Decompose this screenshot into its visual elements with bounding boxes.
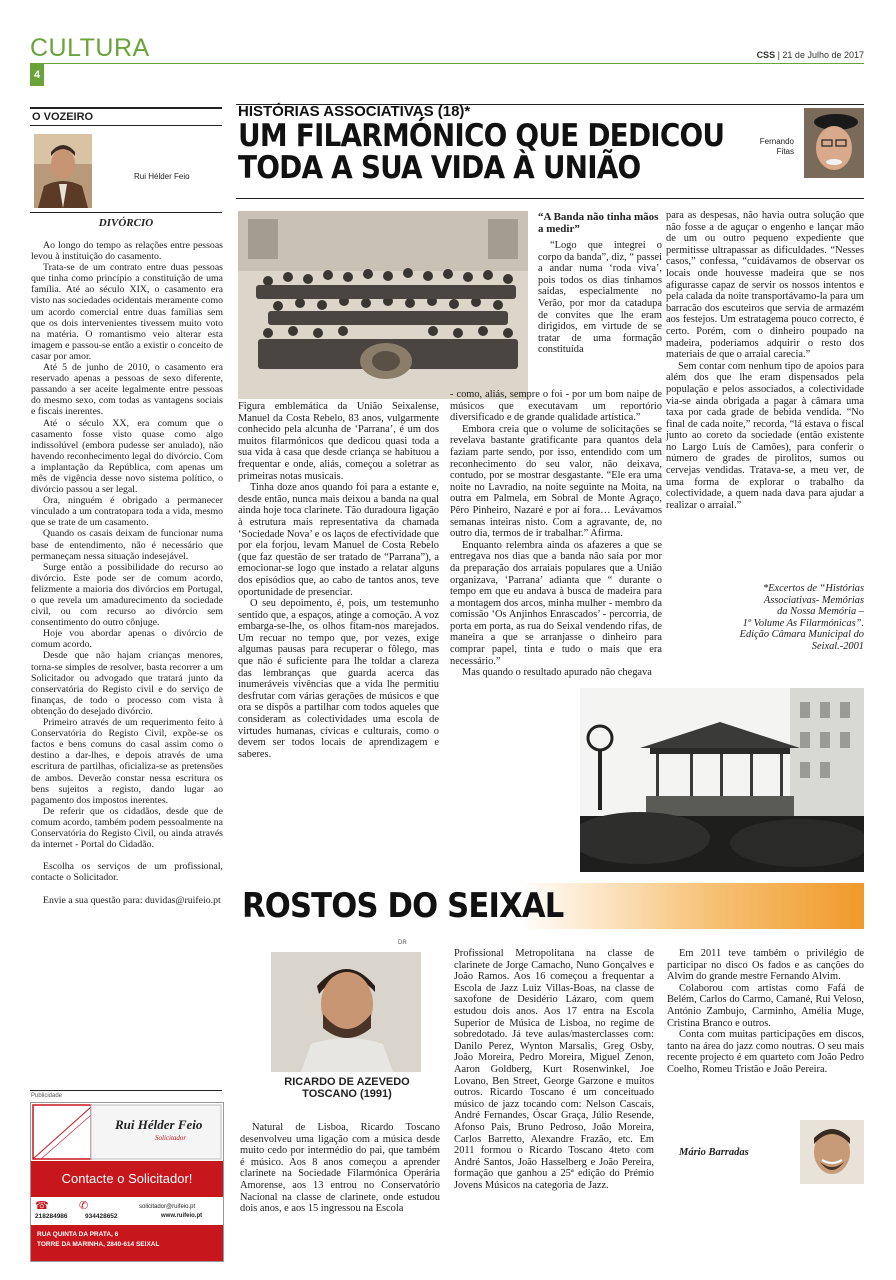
author-photo xyxy=(34,134,92,208)
band-photo xyxy=(238,211,528,399)
article-footnote xyxy=(686,583,864,653)
ad-address1: RUA QUINTA DA PRATA, 6 xyxy=(37,1231,119,1238)
bandstand-photo xyxy=(580,688,864,872)
vozeiro-author: Rui Hélder Feio xyxy=(134,172,190,181)
section-title: CULTURA xyxy=(30,34,150,62)
paragraph: Profissional Metropolitana na classe de clarinete de Jorge Camacho, Nuno Gonçalves e João Ramos. Aos 16 começou a frequentar a Escola de Jazz Luiz Villas-Boas, na classe de saxofone de Desidério Lázaro, com quem estudou dois anos. Aos 17 entra na Escola Superior de Música de Lisboa, no regime de sobredotado. Já teve aulas/masterclasses com: Danilo Perez, Wynton Marsalis, Greg Osby, João Moreira, Pedro Moreira, Miguel Zenon, Aaron Goldberg, Kurt Rosenwinkel, Joe Lovano, Ben Street, George Garzone e muitos outros. Ricardo Toscano é um conceituado músico de jazz tocando com: Nelson Cascais, André Fernandes, Óscar Graça, Júlio Resende, Afonso Pais, Bruno Pedroso, João Moreira, Carlos Barretto, Alexandre Frazão, etc. Em 2011 formou o Ricardo Toscano 4teto com André Santos, João Hasselberg e João Pereira, formação que ganhou a 25ª edição do Prémio Jovens Músicos na categoria de Jazz. xyxy=(454,948,654,1191)
paragraph: Até o século XX, era comum que o casamento fosse visto quase como algo indissolúvel (embora pudesse ser anulado), não havendo reconhecimento legal do divórcio. Com a implantação da República, com apenas um mês de vigência desse novo sistema político, o divórcio passou a ser legal. xyxy=(31,417,223,496)
vozeiro-column-title: O VOZEIRO xyxy=(32,111,94,123)
ad-rule xyxy=(30,1090,222,1091)
columnist-photo xyxy=(804,108,864,178)
paragraph: para as despesas, não havia outra solução que não fosse a de aguçar o engenho e lançar mão de um ou outro pequeno expediente que permitisse ultrapassar as dificuldades. “Nesses casos,” confessa, “cuidávamos de observar os locais onde houvesse madeira que se nos afigurasse capaz de servir os nossos intentos e pela calada da noite transportávamo-la para um barracão dos escuteiros que servia de armazém aos festejos. Um estratagema pouco correcto, é certo. Porém, com o dinheiro poupado na madeira, poderíamos adquirir o resto dos materiais de que o arraial carecia.” xyxy=(666,210,864,361)
ad-phone1: 218284986 xyxy=(35,1213,68,1220)
rostos-author-portrait-icon xyxy=(800,1120,864,1184)
paragraph: Envie a sua questão para: duvidas@ruifeio.pt xyxy=(43,894,221,906)
ad-address2: TORRE DA MARINHA, 2840-614 SEIXAL xyxy=(37,1241,160,1248)
article-headline xyxy=(238,120,724,184)
rostos-column-2 xyxy=(454,948,654,1191)
ad-box[interactable] xyxy=(30,1102,224,1262)
article-kicker: HISTÓRIAS ASSOCIATIVAS (18)* xyxy=(238,103,471,120)
rostos-author-photo xyxy=(800,1120,864,1184)
ad-phone2: 934428652 xyxy=(85,1213,118,1220)
article-author xyxy=(754,137,794,157)
paragraph: De referir que os cidadãos, desde que de comum acordo, também podem pessoalmente na Conservatória do Registo Civil, ou ainda através da internet - Portal do Cidadão. xyxy=(31,805,223,851)
headline-line-2: TODA A SUA VIDA À UNIÃO xyxy=(238,150,641,186)
columnist-portrait-icon xyxy=(804,108,864,178)
header-rule xyxy=(30,63,864,64)
footnote-line: Edição Câmara Municipal do xyxy=(739,629,864,641)
paragraph: Sem contar com nenhum tipo de apoios para além dos que lhe eram dispensados pela população e pelos associados, a colectividade via-se ainda obrigada a pagar à câmara uma taxa por cada grade de bebida vendida. “No final de cada noite,” recorda, “lá estava o fiscal junto ao coreto da sociedade (então existente no Largo Luís de Camões), para conferir o número de grades de pirolitos, sumos ou cervejas vendidas. Tratava-se, a meu ver, de uma forma de explorar o trabalho da colectividade, a quem nada dava para ajudar a realizar o arraial.” xyxy=(666,360,864,511)
paragraph: Até 5 de junho de 2010, o casamento era reservado apenas a pessoas de sexo diferente, passando a ser aceite legalmente entre pessoas do mesmo sexo, com todas as vantagens sociais e fiscais inerentes. xyxy=(31,362,223,418)
paragraph xyxy=(31,850,223,861)
footnote-line: *Excertos de “Histórias xyxy=(762,583,864,594)
paragraph: Colaborou com artistas como Fafá de Belém, Carlos do Carmo, Camané, Rui Veloso, António Zambujo, Carminho, Amélia Muge, Cristina Branco e outros. xyxy=(667,982,864,1029)
ricardo-caption xyxy=(262,1076,432,1100)
main-article-column-1 xyxy=(238,401,439,760)
paragraph: Enquanto relembra ainda os afazeres a que se entregava nos dias que a banda não saía por mor da preparação dos arraiais populares que a União organizava, ‘Parrana’ adianta que “ durante o tempo em que eu andava à busca de madeira para a montagem dos arcos, minha mulher - membro da comissão ‘Os Anjinhos Enrascados’ - percorria, de porta em porta, as rua do Seixal vendendo rifas, de maneira a que se arranjasse o dinheiro para comprar papel, tinta e tudo o mais que era necessário.” xyxy=(450,539,662,667)
paragraph: Em 2011 teve também o privilégio de participar no disco Os fados e as canções do Alvim do grande mestre Fernando Alvim. xyxy=(667,948,864,983)
paragraph: O seu depoimento, é, pois, um testemunho sentido que, a espaços, atinge a comoção. A voz embarga-se-lhe, os olhos fitam-nos marejados. Um recuar no tempo que, por vezes, exige algumas pausas para recuperar o fôlego, mas que não é suficiente para lhe toldar a clareza das lembranças que guarda acerca das inumeráveis vivências que a vida lhe permitiu desfrutar com várias gerações de músicos e que ora se dispôs a partilhar com todos aqueles que consideram as colectividades uma escola de virtudes humanas, cívicas e culturais, como o devem ser todos locais de aprendizagem e saberes. xyxy=(238,598,439,760)
ricardo-photo xyxy=(271,952,421,1072)
main-article-column-3 xyxy=(666,210,864,511)
ad-role: Solicitador xyxy=(155,1134,187,1142)
caption-line-1: RICARDO DE AZEVEDO xyxy=(284,1076,410,1088)
bandstand-photo-image xyxy=(580,688,864,872)
author-portrait-icon xyxy=(34,134,92,208)
author-first-name: Fernando xyxy=(759,137,794,146)
photo-credit: DR xyxy=(398,940,407,946)
headline-line-1: UM FILARMÓNICO QUE DEDICOU xyxy=(238,118,725,154)
paragraph: Natural de Lisboa, Ricardo Toscano desenvolveu uma ligação com a música desde muito cedo por intermédio do pai, que também é músico. Aos 8 anos começou a aprender clarinete na Sociedade Filarmónica Operária Amorense, aos 13 entrou no Conservatório Nacional na classe de clarinete, onde estudou dois anos, e aos 15 ingressou na Escola xyxy=(240,1122,440,1215)
paragraph: Conta com muitas participações em discos, tanto na área do jazz como noutras. O seu mais recente projecto é em quarteto com João Pedro Coelho, Romeu Tristão e João Pereira. xyxy=(667,1029,864,1075)
paragraph: Mas quando o resultado apurado não chegava xyxy=(462,667,652,679)
footnote-line: Associativas- Memórias xyxy=(763,594,864,606)
ad-email[interactable]: solicitador@ruifeio.pt xyxy=(139,1204,196,1210)
main-article-column-2 xyxy=(450,389,662,679)
rostos-column-3 xyxy=(667,948,864,1076)
phone-icon: ☎ xyxy=(35,1200,49,1212)
main-article-column-2-top xyxy=(538,240,662,356)
paragraph: Figura emblemática da União Seixalense, Manuel da Costa Rebelo, 83 anos, vulgarmente conhecido pela alcunha de ‘Parrana’, é um dos muitos filarmónicos que dedicou quasi toda a sua vida à casa que desde criança se habituou a frequentar e onde, aliás, começou a soletrar as primeiras notas musicais. xyxy=(238,401,439,482)
footnote-line: da Nossa Memória – xyxy=(777,606,864,618)
footnote-line: 1º Volume As Filarmónicas”. xyxy=(742,617,864,629)
vozeiro-photo-rule xyxy=(30,212,222,213)
band-photo-image xyxy=(238,211,528,399)
mobile-phone-icon: ✆ xyxy=(79,1200,89,1212)
paragraph: Quando os casais deixam de funcionar numa base de entendimento, não é necessário que permaneçam nessa situação indesejável. xyxy=(31,528,223,562)
ricardo-portrait-icon xyxy=(271,952,421,1072)
rostos-author: Mário Barradas xyxy=(679,1147,749,1158)
paragraph: “Logo que integrei o corpo da banda”, diz, “ passei a andar numa ‘roda viva’, pois todos os dias tínhamos saídas, especialmente no Verão, por mor da catadupa de convites que lhe eram dirigidos, em virtude de se tratar de uma formação constituída xyxy=(538,240,662,356)
ad-label: Publicidade xyxy=(31,1093,63,1099)
paragraph xyxy=(31,883,223,894)
paragraph: - como, aliás, sempre o foi - por um bom naipe de músicos que executavam um reportório diversificado e de grande qualidade artística.” xyxy=(450,389,662,424)
caption-line-2: TOSCANO (1991) xyxy=(302,1088,392,1100)
main-headline-rule xyxy=(236,198,864,199)
ad-logo-icon xyxy=(31,1103,223,1163)
author-last-name: Fitas xyxy=(776,147,794,156)
footnote-line: Seixal.-2001 xyxy=(811,640,864,652)
vozeiro-body xyxy=(31,240,223,906)
rostos-title: ROSTOS DO SEIXAL xyxy=(242,886,564,926)
paragraph: Escolha os serviços de um profissional, contacte o Solicitador. xyxy=(31,861,223,884)
paragraph: Ao longo do tempo as relações entre pessoas levou à instituição do casamento. xyxy=(31,240,223,263)
paragraph: Surge então a possibilidade do recurso ao divórcio. Este pode ser de comum acordo, felizmente a maioria dos divórcios em Portugal, o que revela um amadurecimento da sociedade civil, ou com recurso ao divórcio sem consentimento do outro cônjuge. xyxy=(31,561,223,629)
page-number: 4 xyxy=(30,64,44,86)
issue-date: 21 de Julho de 2017 xyxy=(782,50,864,60)
vozeiro-article-title: DIVÓRCIO xyxy=(98,217,154,229)
article-subhead: “A Banda não tinha mãos a medir” xyxy=(538,211,659,235)
paragraph: Trata-se de um contrato entre duas pessoas que tinha como princípio a constituição de uma família. Até ao século XIX, o casamento era visto nas sociedades ocidentais meramente como um acordo comercial entre duas famílias sem que os dois intervenientes tivessem muito voto na matéria. O romantismo veio alterar esta imagem e passou-se então a existir o conceito de casar por amor. xyxy=(31,262,223,362)
ad-website[interactable]: www.ruifeio.pt xyxy=(161,1213,203,1219)
header-meta: CSS | 21 de Julho de 2017 xyxy=(756,50,864,60)
paragraph: Hoje vou abordar apenas o divórcio de comum acordo. xyxy=(31,628,223,651)
ad-name: Rui Hélder Feio xyxy=(115,1117,203,1132)
vozeiro-title-rule xyxy=(30,125,222,126)
paragraph: Desde que não hajam crianças menores, torna-se simples de resolver, basta recorrer a um Solicitador ou advogado que tratará junto da conservatória do Registo civil e do serviço de finanças, de todo o processo com vista à obtenção do desejado divórcio. xyxy=(31,650,223,717)
vozeiro-top-rule xyxy=(30,107,222,109)
paragraph: Tinha doze anos quando foi para a estante e, desde então, nunca mais deixou a banda na qual ainda hoje toca clarinete. Tão duradoura ligação à estrutura mais representativa da chamada ‘Sociedade Nova’ e os laços de efectividade que por ela forjou, levam Manuel de Costa Rebelo (que faz questão de ser tratado de “Parrana”), a emocionar-se logo que instado a relatar alguns dos episódios que, ao cabo de tantos anos, teve oportunidade de presenciar. xyxy=(238,482,439,598)
paragraph: Embora creia que o volume de solicitações se revelava bastante gratificante para quantos dela faziam parte sendo, por isso, entendido com um reconhecimento do seu valor, não deixava, contudo, por se mostrar desgastante. “Ele era uma noite no Lavradio, na noite seguinte na Moita, na outra em Palmela, em Sobral de Monte Agraço, Pêro Pinheiro, Nazaré e por aí fora… Levávamos semanas inteiras nisto. Com a agravante, de, no outro dia, termos de ir trabalhar.” Afirma. xyxy=(450,423,662,540)
ad-cta[interactable]: Contacte o Solicitador! xyxy=(61,1171,193,1186)
publication-name: CSS xyxy=(756,50,776,60)
rostos-column-1 xyxy=(240,1122,440,1215)
paragraph: Ora, ninguém é obrigado a permanecer vinculado a um contratopara toda a vida, mesmo que se trate de um casamento. xyxy=(31,495,223,529)
paragraph: Primeiro através de um requerimento feito à Conservatória do Registo Civil, expõe-se os factos e bens comuns do casal assim como o destino a dar-lhes, e depois através de uma escritura de partilhas, oficializa-se as pretensões de ambos. Deverão constar nessa escritura os bens sujeitos a registo, dando lugar ao pagamento dos impostos inerentes. xyxy=(31,717,223,806)
